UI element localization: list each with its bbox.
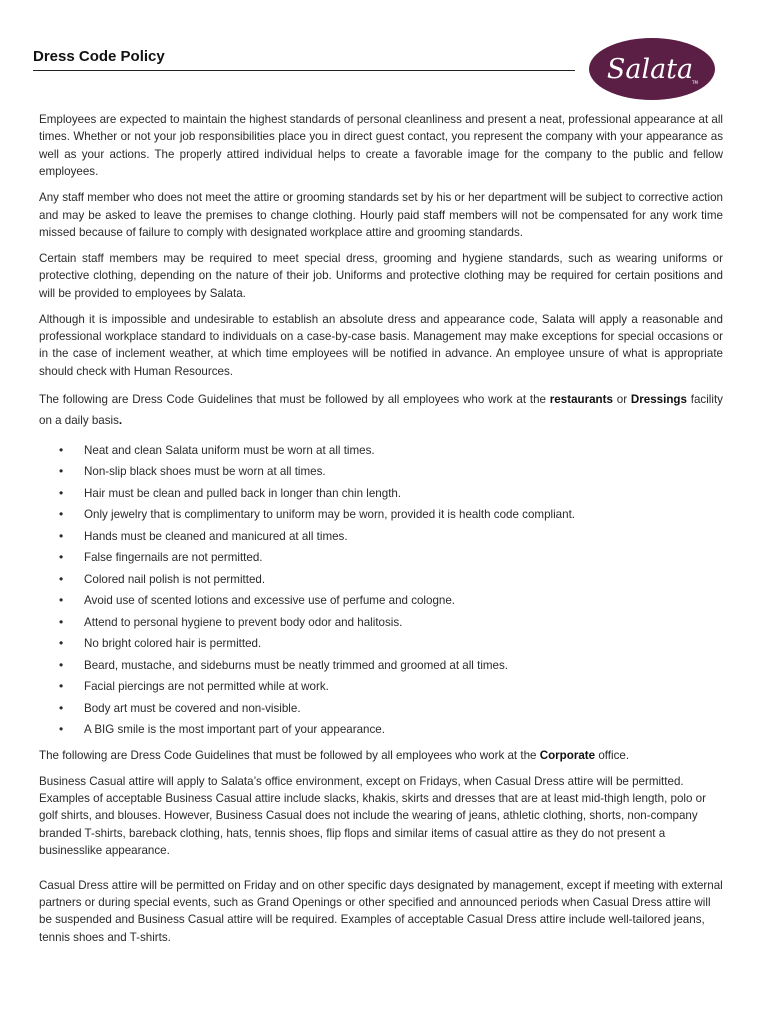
intro-text: The following are Dress Code Guidelines that must be followed by all employees who work at the [39,748,540,762]
list-item-text: Only jewelry that is complimentary to uniform may be worn, provided it is health code compliant. [84,508,576,522]
list-item-text: Facial piercings are not permitted while at work. [84,680,329,694]
corporate-emphasis: Corporate [539,748,596,762]
logo-wordmark: Salata [606,54,694,85]
paragraph-corrective-action: Any staff member who does not meet the attire or grooming standards set by his or her department will be subject to corrective action and may be asked to leave the premises to change clothing. Hourly paid staff members will not be compensated for any work time missed because of failure to comply with designated workplace attire and grooming standards. [39,191,723,239]
list-item-text: Avoid use of scented lotions and excessive use of perfume and cologne. [84,594,456,608]
list-item-text: Colored nail polish is not permitted. [84,572,266,586]
list-item [39,633,723,655]
list-item-text: Attend to personal hygiene to prevent body odor and halitosis. [84,615,403,629]
bullet: • [59,614,64,629]
list-item-text: A BIG smile is the most important part of your appearance. [84,723,385,737]
list-item [39,612,723,634]
list-item [39,461,723,483]
list-item-text: Hair must be clean and pulled back in longer than chin length. [84,486,402,500]
list-item-text: Neat and clean Salata uniform must be worn at all times. [84,443,375,457]
intro-period: . [118,414,123,428]
policy-body [39,111,723,955]
paragraph-casual-dress: Casual Dress attire will be permitted on Friday and on other specific days designated by management, except if meeting with external partners or during special events, such as Grand Openings or other specified and announced periods when Casual Dress attire will be suspended and Business Casual attire will be required. Examples of acceptable Casual Dress attire include well-tailored jeans, tennis shoes and T-shirts. [39,878,723,944]
paragraph-appearance: Employees are expected to maintain the highest standards of personal cleanliness and present a neat, professional appearance at all times. Whether or not your job responsibilities place you in direct guest contact, you represent the company with your appearance as well as your actions. The properly attired individual helps to create a favorable image for the company to the public and fellow employees. [39,113,723,179]
list-item [39,569,723,591]
bullet: • [59,507,64,522]
bullet: • [59,593,64,608]
logo-trademark: TM [692,80,698,85]
dressings-emphasis: Dressings [630,392,687,406]
list-item [39,526,723,548]
list-item-text: Non-slip black shoes must be worn at all times. [84,465,326,479]
list-item-text: No bright colored hair is permitted. [84,637,262,651]
bullet: • [59,464,64,479]
bullet: • [59,528,64,543]
list-item-text: Body art must be covered and non-visible. [84,701,301,715]
restaurants-emphasis: restaurants [549,392,613,406]
salata-logo [586,36,718,102]
list-item [39,698,723,720]
list-item [39,483,723,505]
bullet: • [59,636,64,651]
list-item [39,719,723,741]
paragraph-workplace-standard: Although it is impossible and undesirable to establish an absolute dress and appearance code, Salata will apply a reasonable and professional workplace standard to individuals on a case-by-case basis. Management may make exceptions for special occasions or in the case of inclement weather, at which time employees will be notified in advance. An employee unsure of what is appropriate should check with Human Resources. [39,312,723,378]
intro-text: or [612,392,631,406]
list-item [39,676,723,698]
page-title: Dress Code Policy [33,48,165,65]
paragraph-business-casual: Business Casual attire will apply to Salata’s office environment, except on Fridays, when Casual Dress attire will be permitted. Examples of acceptable Business Casual attire include slacks, khakis, skirts and dresses that are at least mid-thigh length, polo or golf shirts, and blouses. However, Business Casual does not include the wearing of jeans, athletic clothing, shorts, non-company branded T-shirts, bareback clothing, hats, tennis shoes, flip flops and similar items of casual attire as they do not present a businesslike appearance. [39,774,706,858]
restaurant-guidelines-intro [39,389,723,432]
list-item [39,590,723,612]
intro-text: facility on a daily basis [39,392,723,428]
bullet: • [59,550,64,565]
list-item-text: Beard, mustache, and sideburns must be neatly trimmed and groomed at all times. [84,658,509,672]
bullet: • [59,722,64,737]
list-item [39,440,723,462]
bullet: • [59,700,64,715]
intro-text: office. [595,748,630,762]
restaurant-guidelines-list [39,440,723,741]
corporate-guidelines-intro [39,747,723,764]
intro-text: The following are Dress Code Guidelines that must be followed by all employees who work at the [39,392,550,406]
bullet: • [59,442,64,457]
bullet: • [59,679,64,694]
bullet: • [59,485,64,500]
title-underline [33,70,575,71]
paragraph-special-standards: Certain staff members may be required to meet special dress, grooming and hygiene standards, such as wearing uniforms or protective clothing, depending on the nature of their job. Uniforms and protective clothing may be required for certain positions and will be provided to employees by Salata. [39,251,723,300]
bullet: • [59,657,64,672]
bullet: • [59,571,64,586]
list-item [39,504,723,526]
list-item [39,655,723,677]
list-item-text: False fingernails are not permitted. [84,551,263,565]
list-item [39,547,723,569]
list-item-text: Hands must be cleaned and manicured at all times. [84,529,348,543]
